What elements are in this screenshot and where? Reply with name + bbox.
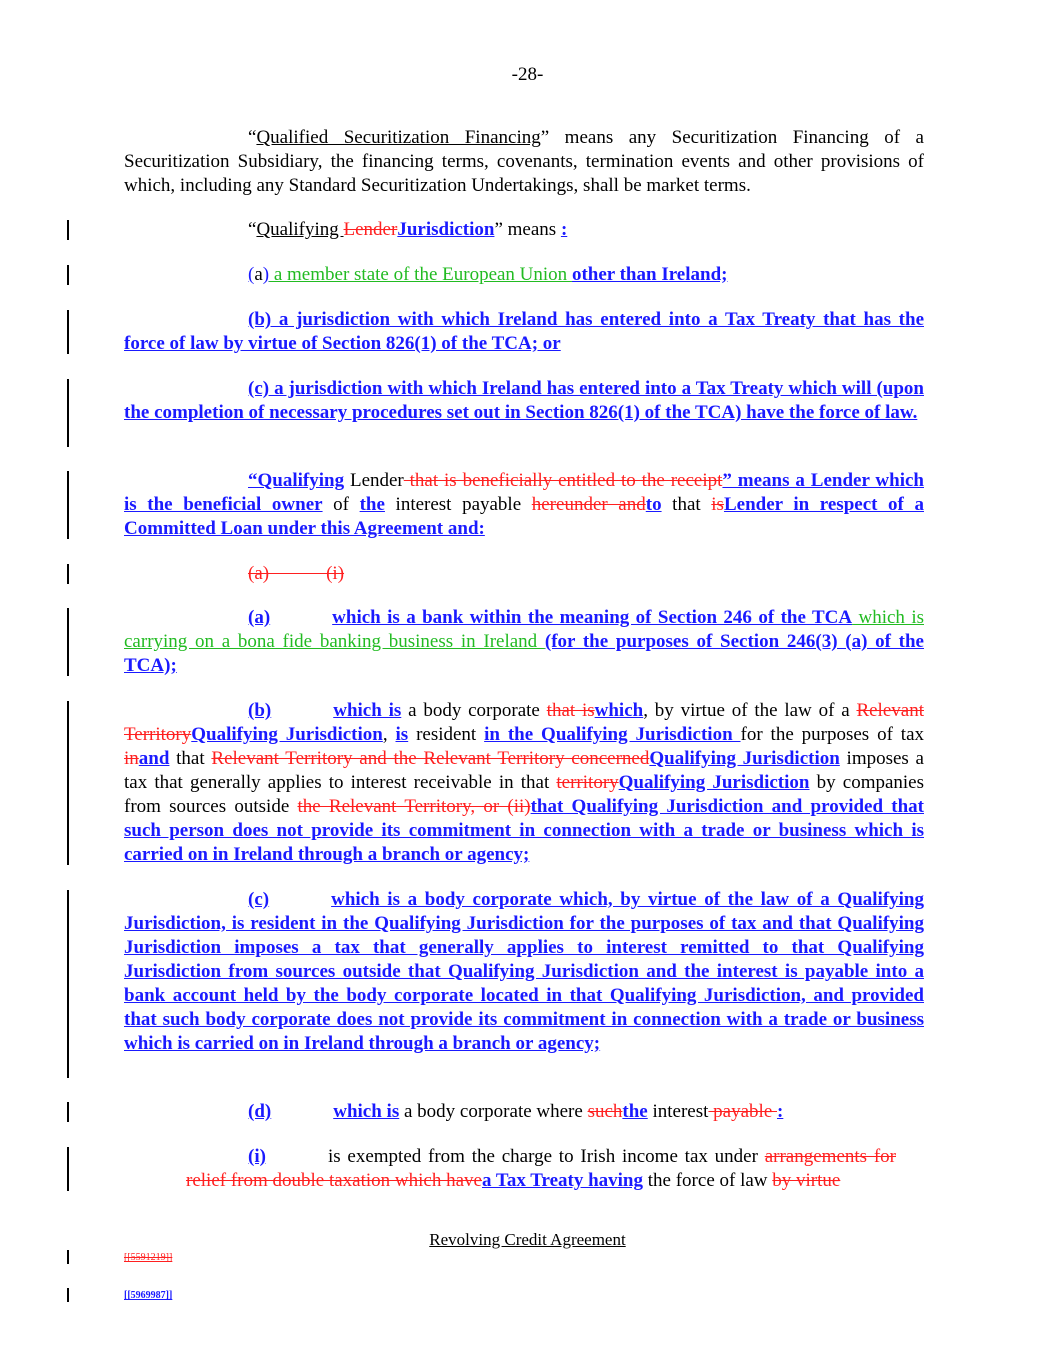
deleted-text: by virtue [772,1170,841,1191]
paragraph-p2 [124,218,924,242]
text-run: “ [248,219,257,240]
inserted-text: other than Ireland; [571,264,728,285]
inserted-text: Qualifying Jurisdiction [191,724,383,745]
text-run: the force of law [643,1170,773,1191]
text-run: , [382,724,396,745]
inserted-text: that Qualifying Jurisdiction and provided that such person does not provide its commitment in connection with a trade or business which is carried on in Ireland through a branch or agency; [124,796,924,865]
inserted-text: (d) [248,1101,272,1122]
inserted-text: ) [262,264,270,285]
inserted-text: Jurisdiction [397,219,495,240]
deleted-text: in [124,748,139,769]
deleted-text: that is [546,700,595,721]
change-bar [67,1250,69,1264]
text-run: imposes a tax that generally applies to interest receivable in that [124,748,924,793]
doc-id-deleted: [[5591219]] [124,1252,173,1263]
inserted-text: a Tax Treaty having [481,1170,644,1191]
inserted-text: is [395,724,409,745]
text-run: for the purposes of tax [740,724,925,745]
text-run: of [322,494,360,515]
inserted-text: (c) [248,889,270,910]
inserted-text: “Qualifying [248,470,345,491]
inserted-text: which is a body corporate which, by virtue of the law of a Qualifying Jurisdiction, is resident in the Qualifying Jurisdiction for the purposes of tax and that Qualifying Jurisdiction imposes a tax that generally applies to interest remitted to that Qualifying Jurisdiction from sources outside that Qualifying Jurisdiction and the interest is payable into a bank account held by the body corporate located in that Qualifying Jurisdiction, and provided that such body corporate does not provide its commitment in connection with a trade or business which is carried on in Ireland through a branch or agency; [124,889,924,1054]
inserted-text: : [777,1101,784,1122]
inserted-text: which [594,700,644,721]
paragraph-p12 [186,1145,896,1193]
inserted-text: (b) a jurisdiction with which Ireland has entered into a Tax Treaty that has the force of law by virtue of Section 826(1) of the TCA; or [124,309,924,354]
inserted-text: and [138,748,170,769]
deleted-text: Lender [343,219,398,240]
text-run: that [169,748,212,769]
text-run: interest payable [384,494,532,515]
paragraph-p3 [124,263,924,287]
inserted-text: the [359,494,385,515]
text-run: interest [647,1101,709,1122]
text-run: a [254,264,263,285]
change-bar [67,608,69,676]
deleted-text: (a) (i) [248,563,345,584]
defined-term: Qualifying [256,219,344,240]
deleted-text: is [711,494,724,515]
deleted-text: arrangements for relief from double taxation which have [186,1146,896,1191]
inserted-text: (a) [248,607,271,628]
deleted-text: hereunder and [531,494,646,515]
deleted-text: the Relevant Territory, or (ii) [297,796,531,817]
change-bar [67,701,69,865]
inserted-text: which is [333,700,402,721]
change-bar [67,564,69,584]
paragraph-p6 [124,469,924,541]
deleted-text: Relevant Territory [124,700,924,745]
inserted-text: ” means a Lender which is the beneficial owner [124,470,924,515]
paragraph-p4 [124,308,924,356]
inserted-text: Lender in respect of a Committed Loan under this Agreement and: [124,494,924,539]
paragraph-p7 [124,562,924,586]
inserted-text: which is [333,1101,400,1122]
text-run: resident [408,724,485,745]
text-run: Lender [344,470,404,491]
doc-id-inserted: [[5969987]] [124,1290,173,1301]
text-run: a body corporate where [399,1101,588,1122]
paragraph-p10 [124,888,924,1056]
text-run: by companies from sources outside [124,772,925,817]
inserted-text: the [622,1101,648,1122]
change-bar [67,310,69,354]
paragraph-p1 [124,126,924,198]
change-bar [67,1102,69,1122]
inserted-text: Qualifying Jurisdiction [618,772,810,793]
change-bar [67,471,69,539]
inserted-text: to [645,494,662,515]
paragraph-p9 [124,699,924,867]
text-run: , by virtue of the law of a [643,700,857,721]
text-run: “ [248,127,257,148]
moved-text: a member state of the European Union [269,264,572,285]
text-run: that [661,494,712,515]
text-run: is exempted from the charge to Irish income tax under [327,1146,765,1167]
deleted-text: Relevant Territory and the Relevant Territory concerned [211,748,650,769]
inserted-text: which is a bank within the meaning of Section 246 of the TCA [332,607,853,628]
defined-term: Qualified Securitization Financing [256,127,541,148]
inserted-text: Qualifying Jurisdiction [649,748,840,769]
text-run: a body corporate [401,700,547,721]
footer-title: Revolving Credit Agreement [429,1230,626,1249]
deleted-text: payable [708,1101,777,1122]
change-bar [67,1147,69,1191]
inserted-text: (b) [248,700,272,721]
moved-text: which is carrying on a bona fide banking business in Ireland [124,607,924,652]
change-bar [67,265,69,285]
change-bar [67,1288,69,1302]
text-run: ” means any Securitization Financing of a Securitization Subsidiary, the financing terms, covenants, termination events and other provisions of which, including any Standard Securitization Undertakings, shall be market terms. [124,127,924,196]
inserted-text: in the Qualifying Jurisdiction [484,724,741,745]
inserted-text: (i) [248,1146,266,1167]
inserted-text: (for the purposes of Section 246(3) (a) of the TCA); [124,631,924,676]
change-bar [67,890,69,1078]
change-bar [67,220,69,240]
change-bar [67,379,69,447]
text-run: ” means [494,219,561,240]
paragraph-p5 [124,377,924,425]
page-number: -28- [511,64,544,85]
deleted-text: such [587,1101,623,1122]
deleted-text: that is beneficially entitled to the receipt [403,470,723,491]
inserted-text: ( [248,264,255,285]
deleted-text: territory [556,772,619,793]
paragraph-p8 [124,606,924,678]
inserted-text: (c) a jurisdiction with which Ireland has entered into a Tax Treaty which will (upon the completion of necessary procedures set out in Section 826(1) of the TCA) have the force of law. [124,378,924,423]
inserted-text: : [560,219,568,240]
paragraph-p11 [124,1100,924,1124]
